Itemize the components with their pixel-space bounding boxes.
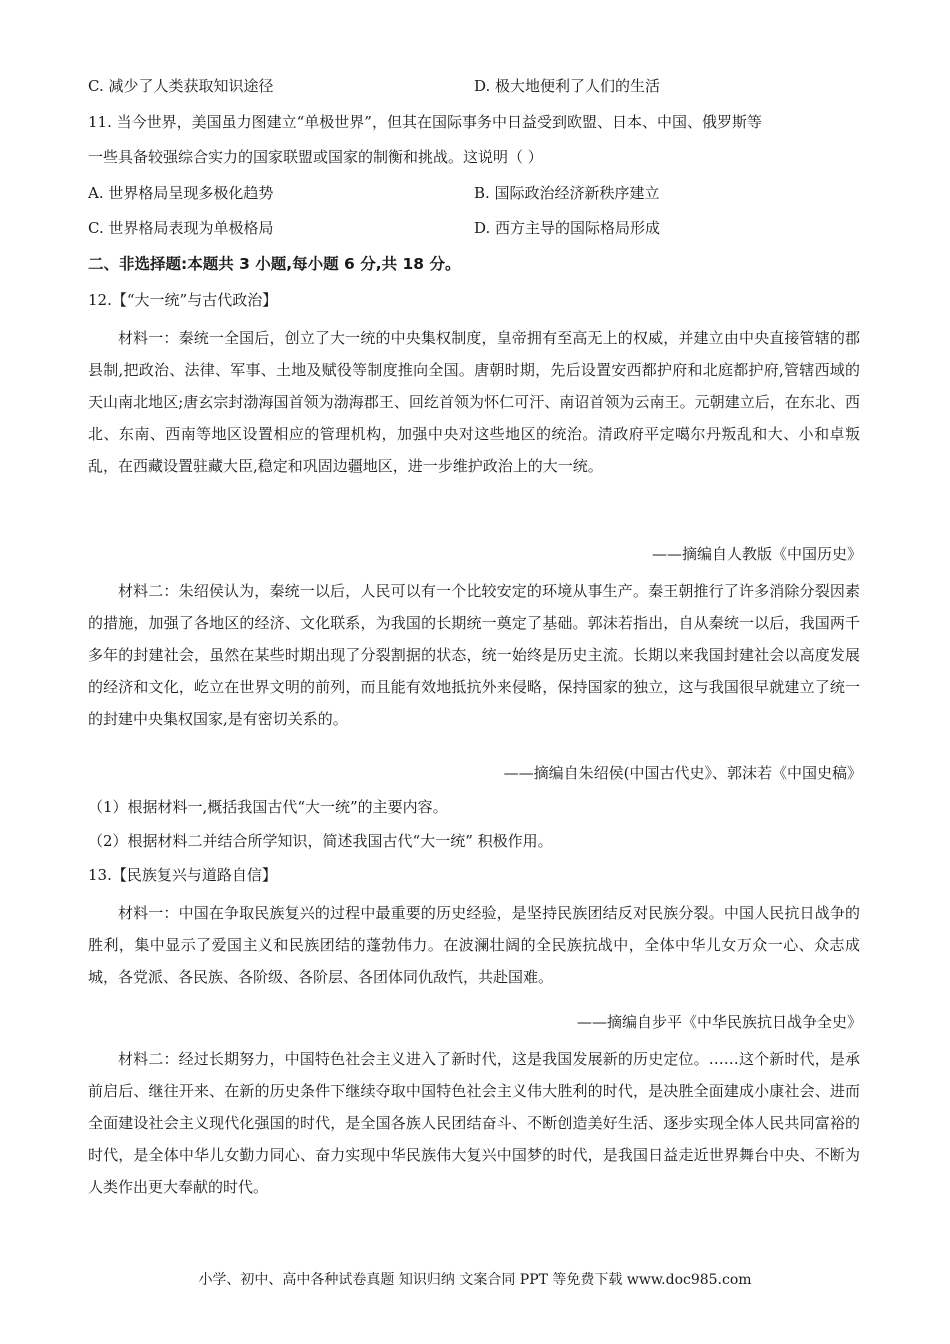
q12-material1: 材料一：秦统一全国后，创立了大一统的中央集权制度，皇帝拥有至高无上的权威，并建立由中央直接管辖的郡县制,把政治、法律、军事、土地及赋役等制度推向全国。唐朝时期，先后设置安西都护府和北庭都护府,管辖西域的天山南北地区;唐玄宗封渤海国首领为渤海郡王、回纥首领为怀仁可汗、南诏首领为云南王。元朝建立后，在东北、西北、东南、西南等地区设置相应的管理机构，加强中央对这些地区的统治。清政府平定噶尔丹叛乱和大、小和卓叛乱，在西藏设置驻藏大臣,稳定和巩固边疆地区，进一步维护政治上的大一统。 — [88, 329, 860, 475]
q12-source1: ——摘编自人教版《中国历史》 — [651, 545, 862, 563]
q11-option-b: B. 国际政治经济新秩序建立 — [474, 184, 660, 202]
q13-material2: 材料二：经过长期努力，中国特色社会主义进入了新时代，这是我国发展新的历史定位。……这个新时代，是承前启后、继往开来、在新的历史条件下继续夺取中国特色社会主义伟大胜利的时代，是决胜全面建成小康社会、进而全面建设社会主义现代化强国的时代，是全国各族人民团结奋斗、不断创造美好生活、逐步实现全体人民共同富裕的时代，是全体中华儿女勤力同心、奋力实现中华民族伟大复兴中国梦的时代，是我国日益走近世界舞台中央、不断为人类作出更大奉献的时代。 — [88, 1050, 860, 1196]
q13-title: 13.【民族复兴与道路自信】 — [88, 866, 277, 884]
q12-source2: ——摘编自朱绍侯(中国古代史》、郭沫若《中国史稿》 — [503, 764, 862, 782]
q13-source1: ——摘编自步平《中华民族抗日战争全史》 — [576, 1013, 862, 1031]
q10-option-d: D. 极大地便利了人们的生活 — [474, 77, 661, 95]
q11-option-c: C. 世界格局表现为单极格局 — [88, 219, 274, 237]
q12-question2: （2）根据材料二并结合所学知识，简述我国古代“大一统” 积极作用。 — [88, 832, 553, 850]
q10-option-c: C. 减少了人类获取知识途径 — [88, 77, 274, 95]
section2-heading: 二、非选择题:本题共 3 小题,每小题 6 分,共 18 分。 — [88, 255, 461, 273]
q12-title: 12.【“大一统”与古代政治】 — [88, 291, 278, 309]
q11-stem-line2: 一些具备较强综合实力的国家联盟或国家的制衡和挑战。这说明（ ） — [88, 148, 543, 166]
q11-option-a: A. 世界格局呈现多极化趋势 — [88, 184, 274, 202]
q12-question1: （1）根据材料一,概括我国古代“大一统”的主要内容。 — [88, 798, 448, 816]
page-footer: 小学、初中、高中各种试卷真题 知识归纳 文案合同 PPT 等免费下载 www.doc985.com — [198, 1272, 752, 1288]
q13-material1: 材料一：中国在争取民族复兴的过程中最重要的历史经验，是坚持民族团结反对民族分裂。中国人民抗日战争的胜利，集中显示了爱国主义和民族团结的蓬勃伟力。在波澜壮阔的全民族抗战中，全体中华儿女万众一心、众志成城，各党派、各民族、各阶级、各阶层、各团体同仇敌忾，共赴国难。 — [88, 904, 860, 986]
q12-material2: 材料二：朱绍侯认为，秦统一以后，人民可以有一个比较安定的环境从事生产。秦王朝推行了许多消除分裂因素的措施，加强了各地区的经济、文化联系，为我国的长期统一奠定了基础。郭沫若指出，自从秦统一以后，我国两千多年的封建社会，虽然在某些时期出现了分裂割据的状态，统一始终是历史主流。长期以来我国封建社会以高度发展的经济和文化，屹立在世界文明的前列，而且能有效地抵抗外来侵略，保持国家的独立，这与我国很早就建立了统一的封建中央集权国家,是有密切关系的。 — [88, 582, 860, 728]
q11-stem-line1: 11. 当今世界，美国虽力图建立“单极世界”，但其在国际事务中日益受到欧盟、日本、中国、俄罗斯等 — [88, 113, 762, 131]
q11-option-d: D. 西方主导的国际格局形成 — [474, 219, 661, 237]
